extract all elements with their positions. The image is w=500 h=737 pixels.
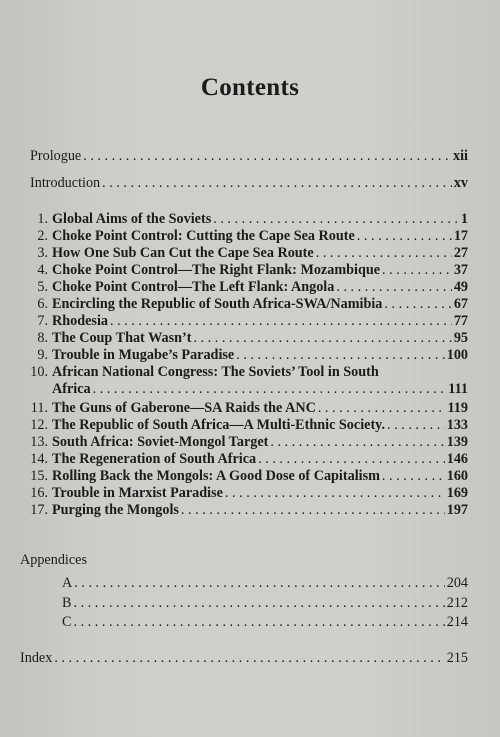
leader-dots: [193, 330, 451, 346]
chapter-page: 160: [446, 468, 468, 484]
toc-entry-index: [20, 650, 468, 666]
toc-entry-appendix: [62, 614, 468, 630]
leader-dots: [258, 451, 445, 467]
chapter-title: The Republic of South Africa—A Multi-Ethnic Society.: [52, 417, 386, 433]
chapter-page: 95: [453, 330, 468, 346]
leader-dots: [382, 262, 452, 278]
toc-entry-chapter: [22, 245, 468, 261]
chapter-page: 77: [453, 313, 468, 329]
toc-entry-chapter: [22, 262, 468, 278]
toc-entry-chapter: [22, 451, 468, 467]
leader-dots: [102, 175, 452, 191]
leader-dots: [213, 211, 459, 227]
page-title: Contents: [200, 74, 300, 101]
chapter-number: 8.: [37, 330, 48, 346]
chapter-number: 1.: [37, 211, 48, 227]
chapter-page: 111: [448, 381, 468, 397]
chapter-page: 1: [460, 211, 468, 227]
toc-entry-chapter: [22, 468, 468, 484]
appendix-label: C: [62, 614, 72, 630]
chapter-number: 10.: [30, 364, 48, 380]
chapter-page: 146: [446, 451, 468, 467]
chapter-page: 17: [453, 228, 468, 244]
chapter-number: 2.: [37, 228, 48, 244]
chapter-title: Rolling Back the Mongols: A Good Dose of Capitalism: [52, 468, 380, 484]
chapter-number: 14.: [30, 451, 48, 467]
toc-entry-chapter: [22, 417, 468, 433]
chapter-page: 49: [453, 279, 468, 295]
toc-entry-chapter: [22, 211, 468, 227]
leader-dots: [54, 650, 444, 666]
toc-entry-introduction: [30, 175, 468, 191]
chapter-number: 3.: [37, 245, 48, 261]
toc-entry-chapter: [22, 400, 468, 416]
toc-entry-appendix: [62, 575, 468, 591]
chapter-page: 67: [453, 296, 468, 312]
chapter-title: Choke Point Control—The Left Flank: Angola: [52, 279, 335, 295]
toc-entry-chapter: [22, 296, 468, 312]
leader-dots: [110, 313, 452, 329]
toc-entry-appendix: [62, 595, 468, 611]
chapter-number: 17.: [30, 502, 48, 518]
leader-dots: [73, 614, 444, 630]
leader-dots: [318, 400, 446, 416]
leader-dots: [181, 502, 445, 518]
chapter-number: 16.: [30, 485, 48, 501]
appendix-label: A: [62, 575, 73, 591]
chapter-number: 12.: [30, 417, 48, 433]
index-page: 215: [446, 650, 468, 666]
chapter-title: The Coup That Wasn’t: [52, 330, 192, 346]
chapter-title: Choke Point Control—The Right Flank: Mozambique: [52, 262, 381, 278]
chapter-page: 37: [453, 262, 468, 278]
appendices-heading: Appendices: [20, 552, 87, 568]
entry-label: Introduction: [30, 175, 101, 191]
chapter-title: South Africa: Soviet-Mongol Target: [52, 434, 269, 450]
leader-dots: [270, 434, 444, 450]
toc-entry-chapter: [22, 502, 468, 518]
chapter-title-continued: Africa: [52, 381, 91, 397]
chapter-number: 6.: [37, 296, 48, 312]
leader-dots: [316, 245, 452, 261]
chapter-page: 139: [446, 434, 468, 450]
toc-entry-chapter: [22, 485, 468, 501]
entry-page: xv: [453, 175, 468, 191]
chapter-title: African National Congress: The Soviets’ Tool in South: [52, 364, 379, 380]
appendix-label: B: [62, 595, 72, 611]
chapter-title: Purging the Mongols: [52, 502, 179, 518]
chapter-number: 11.: [30, 400, 48, 416]
toc-entry-chapter: [22, 228, 468, 244]
chapter-title: The Guns of Gaberone—SA Raids the ANC: [52, 400, 316, 416]
chapter-title: Choke Point Control: Cutting the Cape Sea Route: [52, 228, 355, 244]
chapter-page: 100: [446, 347, 468, 363]
leader-dots: [236, 347, 445, 363]
leader-dots: [74, 575, 444, 591]
chapter-number: 9.: [37, 347, 48, 363]
toc-entry-chapter-continued: [52, 381, 468, 397]
chapter-title: How One Sub Can Cut the Cape Sea Route: [52, 245, 314, 261]
entry-label: Prologue: [30, 148, 82, 164]
leader-dots: [73, 595, 444, 611]
chapter-number: 7.: [37, 313, 48, 329]
leader-dots: [387, 417, 445, 433]
entry-page: xii: [453, 148, 468, 164]
appendix-page: 212: [446, 595, 468, 611]
chapter-page: 133: [446, 417, 468, 433]
chapter-title: Rhodesia: [52, 313, 108, 329]
leader-dots: [382, 468, 445, 484]
chapter-number: 15.: [30, 468, 48, 484]
chapter-page: 197: [446, 502, 468, 518]
toc-entry-chapter: [22, 330, 468, 346]
appendix-page: 204: [446, 575, 468, 591]
toc-entry-chapter-wrapped: [22, 364, 379, 380]
chapter-number: 4.: [37, 262, 48, 278]
chapter-page: 27: [453, 245, 468, 261]
leader-dots: [384, 296, 451, 312]
chapter-title: The Regeneration of South Africa: [52, 451, 257, 467]
leader-dots: [357, 228, 452, 244]
toc-entry-chapter: [22, 434, 468, 450]
chapter-title: Trouble in Marxist Paradise: [52, 485, 223, 501]
toc-entry-chapter: [22, 313, 468, 329]
chapter-number: 5.: [37, 279, 48, 295]
index-label: Index: [20, 650, 53, 666]
toc-entry-chapter: [22, 279, 468, 295]
chapter-title: Trouble in Mugabe’s Paradise: [52, 347, 235, 363]
leader-dots: [336, 279, 451, 295]
chapter-page: 169: [446, 485, 468, 501]
chapter-title: Global Aims of the Soviets: [52, 211, 212, 227]
toc-entry-chapter: [22, 347, 468, 363]
chapter-title: Encircling the Republic of South Africa-SWA/Namibia: [52, 296, 383, 312]
appendix-page: 214: [446, 614, 468, 630]
leader-dots: [83, 148, 451, 164]
chapter-page: 119: [447, 400, 468, 416]
leader-dots: [225, 485, 445, 501]
leader-dots: [93, 381, 447, 397]
chapter-number: 13.: [30, 434, 48, 450]
toc-entry-prologue: [30, 148, 468, 164]
